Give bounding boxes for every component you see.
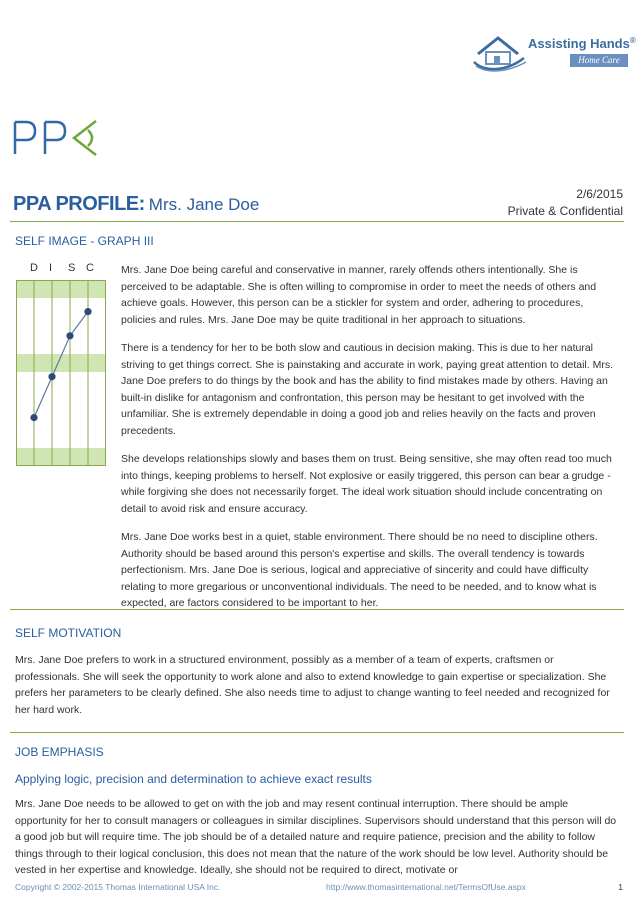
title-prefix: PPA PROFILE: [13,193,145,215]
disc-point-s [66,332,73,339]
person-name: Mrs. Jane Doe [148,195,260,214]
ppa-logo [12,118,104,158]
self-image-paragraph: Mrs. Jane Doe being careful and conservative in manner, rarely offends others intentionally. She is perceived to be adaptable. She is often willing to compromise in order to meet the needs of others and achieve goals. However, this person can be a stickler for system and order, adhering to procedures, policies and rules. Mrs. Jane Doe may be quite traditional in her approach to situations. [121,264,597,326]
house-hands-icon [472,28,528,72]
self-motivation-text [15,652,617,718]
self-motivation-heading: SELF MOTIVATION [15,626,122,640]
page-number: 1 [618,882,623,892]
self-motivation-paragraph: Mrs. Jane Doe prefers to work in a structured environment, possibly as a member of a team of experts, craftsmen or professionals. She will seek the opportunity to work alone and also to extend knowledge to gain expertise or specialization. She prefers her parameters to be clearly defined. She also needs time to adjust to change wanting to feel needed and recognized for her hard work. [15,654,610,716]
graph-label-d: D [30,262,38,274]
divider [10,732,624,733]
self-image-paragraph: She develops relationships slowly and bases them on trust. Being sensitive, she may often read too much into things, keeping problems to herself. Not explosive or easily triggered, this person can bear a grudge - while forgiving she does not necessarily forget. The ideal work situation should include concentrating on detail to avoid risk and ensure accuracy. [121,453,612,515]
report-date: 2/6/2015 [576,187,623,201]
divider [10,221,624,222]
graph-frame [17,281,106,466]
footer-copyright: Copyright © 2002-2015 Thomas International USA Inc. [15,882,221,892]
disc-point-d [30,414,37,421]
graph-band-top [16,280,106,298]
self-image-heading: SELF IMAGE - GRAPH III [15,234,154,248]
divider [10,609,624,610]
job-emphasis-subheading: Applying logic, precision and determination to achieve exact results [15,772,372,786]
brand-name: Assisting Hands [528,36,630,51]
page-title [13,193,259,216]
job-emphasis-text [15,796,617,879]
self-image-text [121,262,615,612]
graph-label-c: C [86,262,94,274]
confidentiality-label: Private & Confidential [507,204,623,218]
disc-graph-svg [16,280,106,466]
graph-band-bottom [16,448,106,466]
graph-label-i: I [49,262,53,274]
brand-logo [472,28,636,76]
self-image-paragraph: Mrs. Jane Doe works best in a quiet, stable environment. There should be no need to discipline others. Authority should be based around this person's expertise and skills. The overall tendency is towards perfectionism. Mrs. Jane Doe is serious, logical and appreciative of sincerity and could have difficulty relating to more gregarious or unconventional individuals. The need to be needed, and to know what is expected, are factors considered to be important to her. [121,531,598,609]
disc-graph [16,280,106,466]
disc-point-c [84,308,91,315]
brand-tagline: Home Care [570,54,628,67]
ppa-logo-graphic [12,118,104,158]
registered-mark: ® [629,36,636,45]
job-emphasis-heading: JOB EMPHASIS [15,745,104,759]
job-emphasis-paragraph: Mrs. Jane Doe needs to be allowed to get on with the job and may resent continual interruption. There should be ample opportunity for her to consult managers or colleagues in similar disciplines. Supervisors should understand that this person will do a good job but will require time. The job should be of a detailed nature and require patience, precision and the ability to follow things through to their logical conclusion, this does not mean that the nature of the work should be low level. Authority should be vested in her expertise and knowledge. Ideally, she should not be required to direct, motivate or [15,798,617,876]
graph-label-s: S [68,262,76,274]
terms-link[interactable]: http://www.thomasinternational.net/TermsOfUse.aspx [326,882,526,892]
self-image-paragraph: There is a tendency for her to be both slow and cautious in decision making. This is due to her natural striving to get things correct. She is painstaking and accurate in work, paying great attention to detail. Mrs. Jane Doe prefers to do things by the book and has the ability to find mistakes made by others. Having an built-in dislike for antagonism and confrontation, this person may be hesitant to get involved with the unfamiliar. She is extremely dependable in doing a good job and relies heavily on the facts and proven precedents. [121,342,614,437]
disc-point-i [48,373,55,380]
